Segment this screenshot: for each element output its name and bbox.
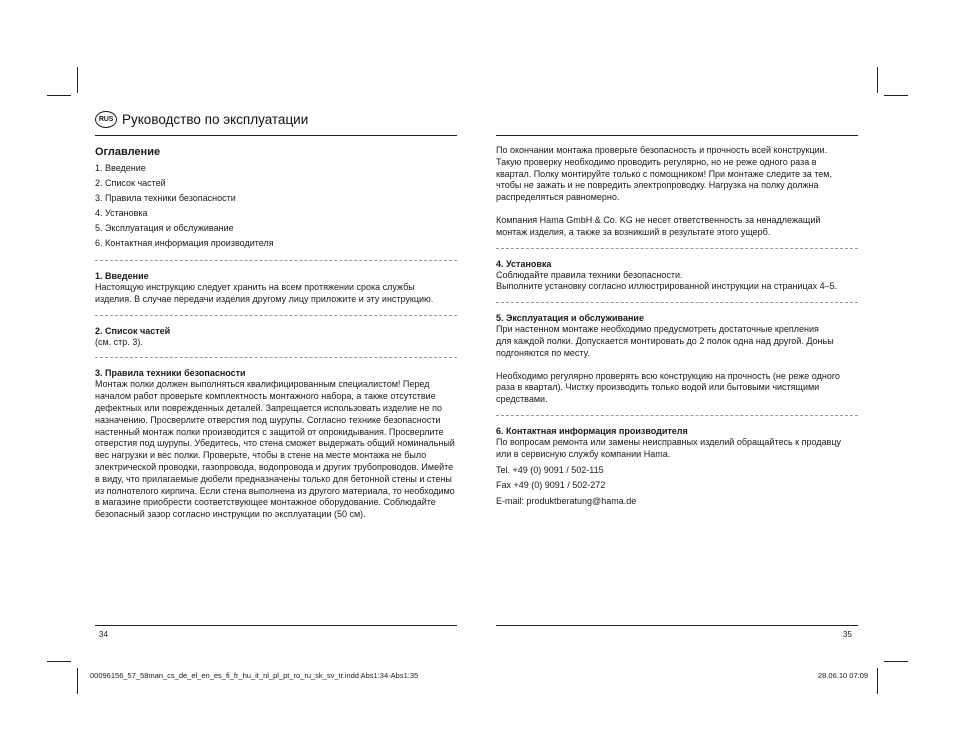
section-divider <box>496 248 858 249</box>
footer-rule-right <box>496 625 858 626</box>
line: началом работ проверьте комплектность монтажного набора, а также отсутствие <box>95 391 436 402</box>
line: безопасный зазор согласно инструкции по эксплуатации (50 см). <box>95 509 366 520</box>
line: Выполните установку согласно иллюстрированной инструкции на страницах 4–5. <box>496 281 838 292</box>
section-title: 1. Введение <box>95 271 149 281</box>
line: Настоящую инструкцию следует хранить на всем протяжении срока службы <box>95 282 415 292</box>
line: Компания Hama GmbH & Co. KG не несет ответственность за ненадлежащий <box>496 214 821 225</box>
line: отверстия под шурупы. Убедитесь, что стена сможет выдержать общий номинальный <box>95 438 455 449</box>
print-datetime: 28.06.10 07:09 <box>818 671 869 680</box>
page-header <box>95 111 308 128</box>
crop-mark <box>77 67 78 93</box>
line: Монтаж полки должен выполняться квалифицированным специалистом! Перед <box>95 379 430 390</box>
crop-mark <box>77 668 78 694</box>
contact-fax: Fax +49 (0) 9091 / 502-272 <box>496 480 606 491</box>
line: для каждой полки. Допускается монтировать до 2 полок одна над другой. Доньы <box>496 335 834 346</box>
crop-mark <box>47 95 71 96</box>
line: средствами. <box>496 394 548 405</box>
crop-mark <box>877 668 878 694</box>
crop-mark <box>884 661 908 662</box>
section-divider <box>95 357 457 358</box>
line: подгоняются по месту. <box>496 347 590 358</box>
contact-email: E-mail: produktberatung@hama.de <box>496 496 637 507</box>
line: в магазине приобрести соответствующее монтажное оборудование. Соблюдайте <box>95 497 436 508</box>
page-number-right: 35 <box>843 630 852 639</box>
line: распределяться равномерно. <box>496 192 620 203</box>
toc-item: 1. Введение <box>95 163 146 173</box>
crop-mark <box>47 661 71 662</box>
section-title: 5. Эксплуатация и обслуживание <box>496 313 644 324</box>
toc-item: 5. Эксплуатация и обслуживание <box>95 223 234 233</box>
contact-tel: Tel. +49 (0) 9091 / 502-115 <box>496 464 604 475</box>
toc-item: 3. Правила техники безопасности <box>95 193 236 203</box>
line: дефектных или поврежденных деталей. Запрещается использовать изделие не по <box>95 402 442 413</box>
section-title: 2. Список частей <box>95 325 171 336</box>
footer-rule-left <box>95 625 457 626</box>
print-file-info: 00096156_57_58man_cs_de_el_en_es_fi_fr_hu_it_nl_pl_pt_ro_ru_sk_sv_tr.indd Abs1:34-Abs1:35 <box>90 671 419 680</box>
header-rule-left <box>95 135 457 136</box>
toc-item: 2. Список частей <box>95 178 166 188</box>
toc-list <box>95 161 457 251</box>
crop-mark <box>877 67 878 93</box>
section-title: 3. Правила техники безопасности <box>95 368 246 379</box>
line: в виду, что прилагаемые дюбели предназначены только для бетонной стены и стены <box>95 473 452 484</box>
section-divider <box>496 415 858 416</box>
line: вес нагрузки и вес полки. Проверьте, чтобы в стене на месте монтажа не было <box>95 450 427 461</box>
section-divider <box>95 260 457 261</box>
toc-item: 4. Установка <box>95 208 148 218</box>
line: Соблюдайте правила техники безопасности. <box>496 269 683 280</box>
crop-mark <box>884 95 908 96</box>
left-column <box>95 146 457 521</box>
line: По вопросам ремонта или замены неисправных изделий обращайтесь к продавцу <box>496 436 841 447</box>
section-divider <box>496 302 858 303</box>
line: (см. стр. 3). <box>95 336 143 347</box>
line: настенный монтаж полки производится с защитой от опрокидывания. Просверлите <box>95 426 444 437</box>
line: монтаж изделия, а также за возникший в результате этого ущерб. <box>496 226 771 237</box>
language-badge: RUS <box>95 111 117 128</box>
toc-item: 6. Контактная информация производителя <box>95 238 274 248</box>
line: Необходимо регулярно проверять всю конструкцию на прочность (не реже одного <box>496 370 840 381</box>
page-number-left: 34 <box>99 630 108 639</box>
section-title: 6. Контактная информация производителя <box>496 425 688 436</box>
right-column <box>496 145 858 508</box>
header-rule-right <box>496 135 858 136</box>
line: изделия. В случае передачи изделия другому лицу приложите и эту инструкцию. <box>95 293 434 304</box>
line: электрической проводки, газопровода, водопровода и других трубопроводов. Имейте <box>95 461 454 472</box>
line: или в сервисную службу компании Hama. <box>496 448 671 459</box>
page-title: Руководство по эксплуатации <box>122 112 309 127</box>
line: По окончании монтажа проверьте безопасность и прочность всей конструкции. <box>496 145 828 155</box>
toc-title: Оглавление <box>95 146 161 158</box>
line: назначению. Просверлите отверстия под шурупы. Согласно технике безопасности <box>95 414 441 425</box>
line: квартал. Полку монтируйте только с помощником! При монтаже следите за тем, <box>496 168 832 179</box>
line: При настенном монтаже необходимо предусмотреть достаточные крепления <box>496 324 819 335</box>
line: чтобы не зажать и не повредить электропроводку. Нагрузка на полку должна <box>496 180 819 191</box>
section-divider <box>95 315 457 316</box>
line: раза в квартал). Чистку производить только водой или бытовыми чистящими <box>496 382 820 393</box>
section-title: 4. Установка <box>496 258 552 269</box>
line: из полнотелого кирпича. Если стена выполнена из другого материала, то необходимо <box>95 485 455 496</box>
line: Такую проверку необходимо проводить регулярно, но не реже одного раза в <box>496 156 817 167</box>
